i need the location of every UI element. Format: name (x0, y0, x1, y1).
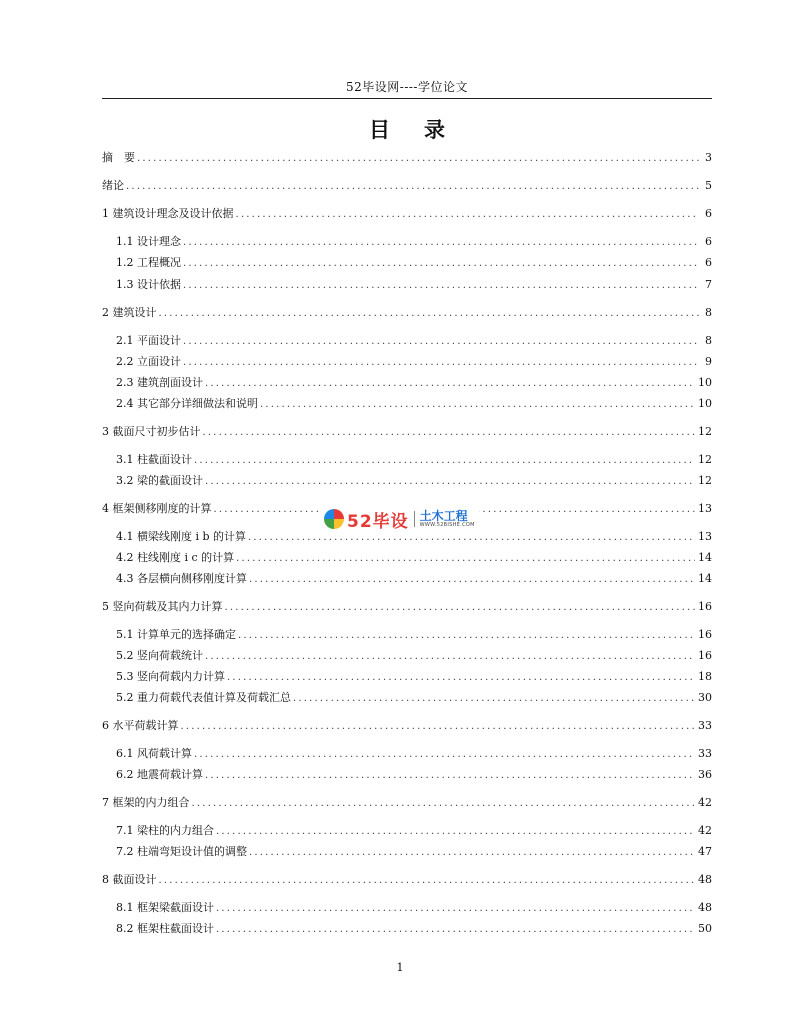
toc-leader-dots (249, 573, 695, 587)
toc-entry-page: 12 (698, 474, 712, 487)
watermark-subtitle: 土木工程 (419, 509, 468, 523)
toc-entry-label: 3.1 柱截面设计 (116, 453, 192, 466)
watermark (320, 508, 479, 530)
toc-entry-page: 6 (705, 256, 712, 269)
toc-entry (102, 151, 712, 165)
toc-entry-label: 6.1 风荷载计算 (116, 747, 192, 760)
toc-entry (116, 453, 712, 467)
toc-leader-dots (205, 650, 695, 664)
toc-entry-page: 7 (705, 278, 712, 291)
toc-entry-label: 8 截面设计 (102, 873, 157, 886)
toc-entry (116, 628, 712, 642)
toc-entry-page: 13 (698, 530, 712, 543)
toc-entry-label: 4.3 各层横向侧移刚度计算 (116, 572, 247, 585)
toc-leader-dots (181, 720, 696, 734)
toc-entry (116, 670, 712, 684)
toc-entry-label: 绪论 (102, 179, 124, 192)
toc-entry-label: 4.1 横梁线刚度 i b 的计算 (116, 530, 247, 543)
page-title: 目录 (369, 117, 479, 142)
toc-entry-page: 9 (705, 355, 712, 368)
toc-entry-label: 5.3 竖向荷载内力计算 (116, 670, 225, 683)
toc-entry-label: 2 建筑设计 (102, 306, 157, 319)
toc-entry-label: 7.1 梁柱的内力组合 (116, 824, 214, 837)
toc-entry-page: 18 (698, 670, 712, 683)
toc-entry (102, 719, 712, 733)
toc-entry-label: 6.2 地震荷载计算 (116, 768, 203, 781)
toc-leader-dots (183, 356, 699, 370)
toc-leader-dots (137, 152, 699, 166)
toc-entry-label: 1.1 设计理念 (116, 235, 181, 248)
toc-leader-dots (194, 748, 695, 762)
toc-entry-label: 8.2 框架柱截面设计 (116, 922, 214, 935)
toc-entry-page: 33 (698, 747, 712, 760)
toc-entry (116, 845, 712, 859)
toc-entry-page: 14 (698, 551, 712, 564)
toc-entry-label: 3 截面尺寸初步估计 (102, 425, 201, 438)
toc-leader-dots (183, 335, 699, 349)
toc-leader-dots (225, 601, 696, 615)
toc-entry-page: 30 (698, 691, 712, 704)
toc-entry-page: 5 (705, 179, 712, 192)
page-header: 52毕设网----学位论文 (346, 80, 468, 94)
toc-entry (116, 922, 712, 936)
toc-entry (116, 530, 712, 544)
toc-entry-label: 2.2 立面设计 (116, 355, 181, 368)
toc-entry (116, 235, 712, 249)
toc-entry-label: 3.2 梁的截面设计 (116, 474, 203, 487)
toc-entry-label: 8.1 框架梁截面设计 (116, 901, 214, 914)
toc-entry-page: 10 (698, 376, 712, 389)
toc-entry (116, 474, 712, 488)
toc-entry-page: 48 (698, 901, 712, 914)
page-number: 1 (396, 961, 404, 974)
toc-leader-dots (205, 475, 695, 489)
toc-entry (116, 691, 712, 705)
toc-entry-page: 3 (705, 151, 712, 164)
toc-entry-label: 1 建筑设计理念及设计依据 (102, 207, 234, 220)
toc-leader-dots (183, 279, 699, 293)
toc-leader-dots (293, 692, 695, 706)
toc-entry (102, 796, 712, 810)
toc-entry-page: 12 (698, 425, 712, 438)
toc-leader-dots (248, 531, 695, 545)
toc-entry-label: 4 框架侧移刚度的计算 (102, 502, 212, 515)
toc-entry (116, 355, 712, 369)
toc-entry-page: 50 (698, 922, 712, 935)
toc-entry (102, 425, 712, 439)
toc-entry (102, 600, 712, 614)
toc-leader-dots (216, 923, 695, 937)
toc-entry (116, 824, 712, 838)
toc-leader-dots (159, 307, 700, 321)
toc-leader-dots (236, 552, 695, 566)
toc-entry (116, 278, 712, 292)
toc-entry-page: 6 (705, 207, 712, 220)
toc-entry (116, 256, 712, 270)
toc-entry-page: 13 (698, 502, 712, 515)
toc-entry (116, 747, 712, 761)
toc-entry-label: 2.1 平面设计 (116, 334, 181, 347)
toc-entry (102, 306, 712, 320)
toc-entry (102, 873, 712, 887)
toc-entry-label: 7.2 柱端弯矩设计值的调整 (116, 845, 247, 858)
toc-leader-dots (194, 454, 695, 468)
toc-entry (116, 334, 712, 348)
toc-entry-label: 7 框架的内力组合 (102, 796, 190, 809)
toc-entry (116, 397, 712, 411)
toc-entry-page: 8 (705, 334, 712, 347)
toc-entry-label: 6 水平荷载计算 (102, 719, 179, 732)
toc-entry (116, 649, 712, 663)
toc-leader-dots (183, 257, 699, 271)
toc-leader-dots (205, 377, 695, 391)
toc-entry-label: 2.4 其它部分详细做法和说明 (116, 397, 258, 410)
toc-entry (102, 207, 712, 221)
toc-leader-dots (216, 825, 695, 839)
toc-entry-page: 12 (698, 453, 712, 466)
toc-leader-dots (192, 797, 696, 811)
toc-entry-page: 33 (698, 719, 712, 732)
toc-entry-label: 1.2 工程概况 (116, 256, 181, 269)
toc-leader-dots (205, 769, 695, 783)
toc-entry-page: 14 (698, 572, 712, 585)
toc-leader-dots (203, 426, 696, 440)
toc-entry (116, 768, 712, 782)
toc-entry-label: 4.2 柱线刚度 i c 的计算 (116, 551, 235, 564)
toc-entry-page: 8 (705, 306, 712, 319)
toc-entry (116, 551, 712, 565)
toc-entry (116, 572, 712, 586)
watermark-brand: 52毕设 (347, 511, 409, 532)
toc-entry-page: 16 (698, 600, 712, 613)
watermark-url: WWW.52BISHE.COM (419, 522, 475, 528)
toc-leader-dots (159, 874, 696, 888)
toc-entry-page: 6 (705, 235, 712, 248)
toc-leader-dots (227, 671, 695, 685)
toc-entry-page: 42 (698, 824, 712, 837)
toc-entry-label: 2.3 建筑剖面设计 (116, 376, 203, 389)
toc-entry (116, 901, 712, 915)
toc-leader-dots (260, 398, 695, 412)
toc-entry-page: 16 (698, 649, 712, 662)
toc-entry (102, 179, 712, 193)
toc-entry-label: 5.1 计算单元的选择确定 (116, 628, 236, 641)
toc-entry-page: 10 (698, 397, 712, 410)
toc-entry-label: 摘 要 (102, 151, 135, 164)
watermark-logo-icon (324, 509, 344, 529)
watermark-right (420, 510, 475, 528)
toc-leader-dots (249, 846, 695, 860)
toc-entry-page: 16 (698, 628, 712, 641)
toc-entry (116, 376, 712, 390)
toc-entry-page: 48 (698, 873, 712, 886)
toc-entry-page: 42 (698, 796, 712, 809)
toc-entry-label: 5.2 重力荷载代表值计算及荷载汇总 (116, 691, 291, 704)
toc-entry-label: 5 竖向荷载及其内力计算 (102, 600, 223, 613)
toc-leader-dots (183, 236, 699, 250)
header-rule (102, 98, 712, 99)
toc-leader-dots (126, 180, 699, 194)
toc-leader-dots (216, 902, 695, 916)
watermark-divider (414, 511, 415, 527)
toc-entry-label: 5.2 竖向荷载统计 (116, 649, 203, 662)
toc-entry-page: 47 (698, 845, 712, 858)
toc-leader-dots (236, 208, 700, 222)
toc-entry-page: 36 (698, 768, 712, 781)
toc-leader-dots (238, 629, 695, 643)
toc-entry-label: 1.3 设计依据 (116, 278, 181, 291)
